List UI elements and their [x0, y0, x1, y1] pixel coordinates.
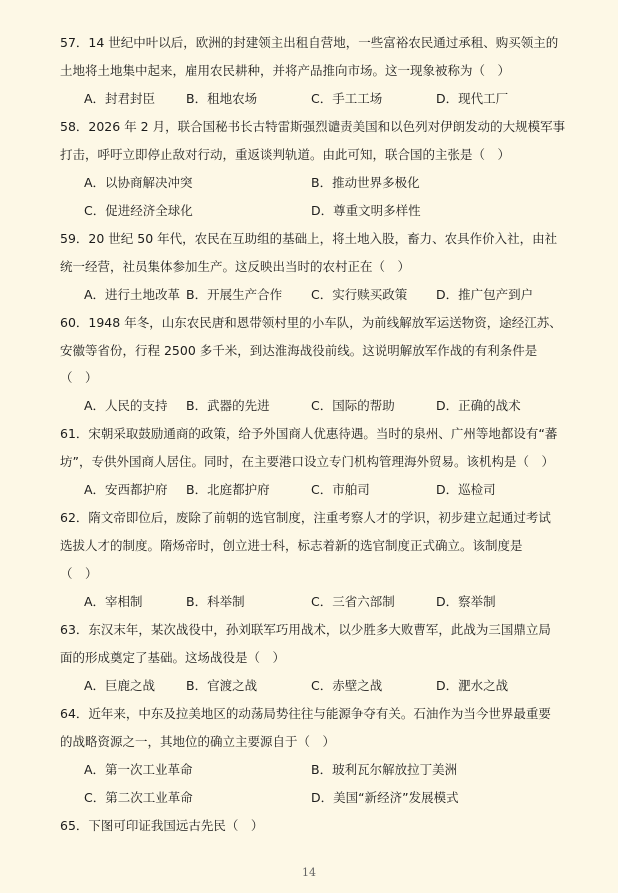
option-a: A．以协商解决冲突: [84, 175, 193, 190]
option-c: C．国际的帮助: [311, 398, 395, 413]
question-61-stem-cont: 坊”，专供外国商人居住。同时，在主要港口设立专门机构管理海外贸易。该机构是（ ）: [60, 454, 554, 469]
option-a: A．安西都护府: [84, 482, 168, 497]
question-61-stem: 61．宋朝采取鼓励通商的政策，给予外国商人优惠待遇。当时的泉州、广州等地都设有“蕃: [60, 426, 558, 441]
option-b: B．开展生产合作: [186, 287, 283, 302]
option-b: B．武器的先进: [186, 398, 270, 413]
option-b: B．租地农场: [186, 91, 258, 106]
option-d: D．现代工厂: [436, 91, 509, 106]
question-62-stem: 62．隋文帝即位后，废除了前朝的选官制度，注重考察人才的学识，初步建立起通过考试: [60, 510, 551, 525]
option-a: A．封君封臣: [84, 91, 156, 106]
question-58-stem-cont: 打击，呼吁立即停止敌对行动，重返谈判轨道。由此可知，联合国的主张是（ ）: [60, 147, 511, 162]
option-d: D．正确的战术: [436, 398, 521, 413]
option-d: D．推广包产到户: [436, 287, 534, 302]
question-57-stem-cont: 土地将土地集中起来，雇用农民耕种，并将产品推向市场。这一现象被称为（ ）: [60, 63, 511, 78]
option-a: A．巨鹿之战: [84, 678, 156, 693]
option-a: A．宰相制: [84, 594, 143, 609]
question-57-stem: 57．14 世纪中叶以后，欧洲的封建领主出租自营地，一些富裕农民通过承租、购买领主的: [60, 35, 559, 50]
question-62-answer-bracket: （ ）: [60, 566, 98, 581]
option-c: C．实行赎买政策: [311, 287, 408, 302]
option-b: B．北庭都护府: [186, 482, 270, 497]
question-60-stem: 60．1948 年冬，山东农民唐和恩带领村里的小车队，为前线解放军运送物资，途经江苏、: [60, 315, 562, 330]
option-c: C．手工工场: [311, 91, 383, 106]
option-b: B．科举制: [186, 594, 245, 609]
option-d: D．巡检司: [436, 482, 496, 497]
option-c: C．促进经济全球化: [84, 203, 193, 218]
option-c: C．三省六部制: [311, 594, 395, 609]
question-59-stem: 59．20 世纪 50 年代，农民在互助组的基础上，将土地入股，畜力、农具作价入社，由社: [60, 231, 558, 246]
option-b: B．官渡之战: [186, 678, 258, 693]
option-c: C．赤壁之战: [311, 678, 383, 693]
page-number: 14: [302, 866, 316, 879]
option-a: A．进行土地改革: [84, 287, 181, 302]
question-62-stem-cont: 选拔人才的制度。隋炀帝时，创立进士科，标志着新的选官制度正式确立。该制度是: [60, 538, 523, 553]
question-58-stem: 58．2026 年 2 月，联合国秘书长古特雷斯强烈谴责美国和以色列对伊朗发动的大规模军事: [60, 119, 566, 134]
option-c: C．市舶司: [311, 482, 370, 497]
question-64-stem-cont: 的战略资源之一，其地位的确立主要源自于（ ）: [60, 734, 336, 749]
question-64-stem: 64．近年来，中东及拉美地区的动荡局势往往与能源争夺有关。石油作为当今世界最重要: [60, 706, 551, 721]
option-d: D．尊重文明多样性: [311, 203, 421, 218]
question-60-stem-cont: 安徽等省份，行程 2500 多千米，到达淮海战役前线。这说明解放军作战的有利条件是: [60, 343, 538, 358]
question-65-stem: 65．下图可印证我国远古先民（ ）: [60, 818, 264, 833]
option-d: D．淝水之战: [436, 678, 509, 693]
option-b: B．推动世界多极化: [311, 175, 420, 190]
option-d: D．察举制: [436, 594, 496, 609]
question-63-stem-cont: 面的形成奠定了基础。这场战役是（ ）: [60, 650, 286, 665]
question-63-stem: 63．东汉末年，某次战役中，孙刘联军巧用战术，以少胜多大败曹军，此战为三国鼎立局: [60, 622, 551, 637]
option-a: A．第一次工业革命: [84, 762, 193, 777]
question-60-answer-bracket: （ ）: [60, 370, 98, 385]
option-c: C．第二次工业革命: [84, 790, 193, 805]
option-b: B．玻利瓦尔解放拉丁美洲: [311, 762, 458, 777]
question-59-stem-cont: 统一经营，社员集体参加生产。这反映出当时的农村正在（ ）: [60, 259, 411, 274]
option-d: D．美国“新经济”发展模式: [311, 790, 459, 805]
option-a: A．人民的支持: [84, 398, 168, 413]
